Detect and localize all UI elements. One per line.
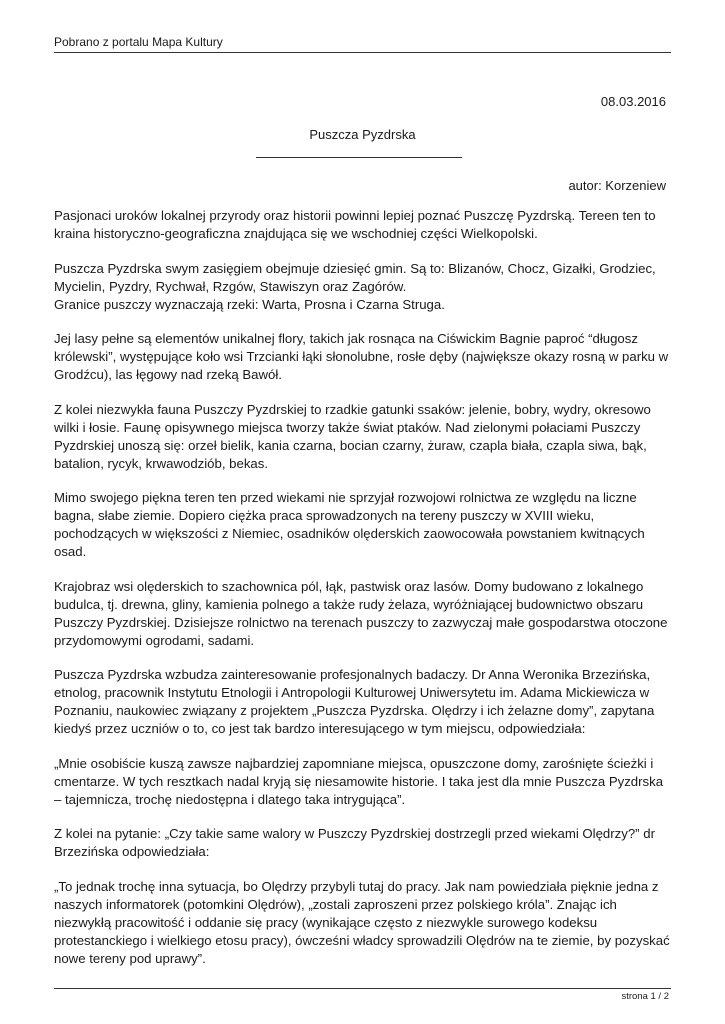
author-line: autor: Korzeniew (568, 178, 666, 193)
portal-source-header: Pobrano z portalu Mapa Kultury (54, 35, 223, 49)
document-date: 08.03.2016 (600, 94, 666, 109)
quote-paragraph: „Mnie osobiście kuszą zawsze najbardziej zapomniane miejsca, opuszczone domy, zarośnięte ścieżki i cmentarze. W tych resztkach nadal kryją się niesamowite historie. I taka jest dla mnie Puszcza Pyzdrska – tajemnicza, trochę niedostępna i dlatego taka intrygująca”. (54, 755, 664, 807)
paragraph: Z kolei niezwykła fauna Puszczy Pyzdrskiej to rzadkie gatunki ssaków: jelenie, bobry, wydry, okresowo wilki i łosie. Faunę opisywnego miejsca tworzy także świat ptaków. Nad zielonymi połaciami Puszczy Pyzdrskiej unoszą się: orzeł bielik, kania czarna, bocian czarny, żuraw, czapla biała, czapla siwa, bąk, batalion, rycyk, krwawodziób, bekas. (54, 401, 651, 471)
header-divider (54, 52, 671, 53)
paragraph: Z kolei na pytanie: „Czy takie same walory w Puszczy Pyzdrskiej dostrzegli przed wiekami Olędrzy?” dr Brzezińska odpowiedziała: (54, 826, 655, 859)
article-body (54, 207, 674, 984)
page-title: Puszcza Pyzdrska (309, 127, 416, 142)
paragraph: Pasjonaci uroków lokalnej przyrody oraz historii powinni lepiej poznać Puszczę Pyzdrską. Tereen ten to kraina historyczno-geograficzna znajdująca się we wschodniej części Wielkopolski. (54, 208, 656, 241)
quote-paragraph: „To jednak trochę inna sytuacja, bo Olędrzy przybyli tutaj do pracy. Jak nam powiedziała pięknie jedna z naszych informatorek (potomkini Olędrów), „zostali zaproszeni przez polskiego króla”. Znając ich niezwykłą pracowitość i oddanie się pracy (wynikające często z niezwykle surowego kodeksu protestanckiego i wielkiego etosu pracy), ówcześni władcy sprowadzili Olędrów na te ziemie, by pozyskać nowe tereny pod uprawy”. (54, 878, 670, 966)
paragraph: Puszcza Pyzdrska wzbudza zainteresowanie profesjonalnych badaczy. Dr Anna Weronika Brzezińska, etnolog, pracownik Instytutu Etnologii i Antropologii Kulturowej Uniwersytetu im. Adama Mickiewicza w Poznaniu, naukowiec związany z projektem „Puszcza Pyzdrska. Olędrzy i ich żelazne domy”, zapytana kiedyś przez uczniów o to, co jest tak bardzo interesującego w tym miejscu, odpowiedziała: (54, 667, 655, 736)
paragraph: Jej lasy pełne są elementów unikalnej flory, takich jak rosnąca na Ciświckim Bagnie paproć “długosz królewski”, występujące koło wsi Trzcianki łąki słonolubne, rosłe dęby (największe okazy rosną w parku w Grodźcu), las łęgowy nad rzeką Bawół. (54, 331, 669, 382)
footer-divider (54, 988, 671, 989)
paragraph: Krajobraz wsi olęderskich to szachownica pól, łąk, pastwisk oraz lasów. Domy budowano z lokalnego budulca, tj. drewna, gliny, kamienia polnego a także rudy żelaza, wyróżniającej budownictwo obszaru Puszczy Pyzdrskiej. Dzisiejsze rolnictwo na terenach puszczy to zazwyczaj małe gospodarstwa otoczone przydomowymi ogrodami, sadami. (54, 578, 668, 648)
page-number: strona 1 / 2 (621, 991, 669, 1002)
paragraph: Puszcza Pyzdrska swym zasięgiem obejmuje dziesięć gmin. Są to: Blizanów, Chocz, Gizałki, Grodziec, Mycielin, Pyzdry, Rychwał, Rzgów, Stawiszyn oraz Zagórów. Granice puszczy wyznaczają rzeki: Warta, Prosna i Czarna Struga. (54, 260, 656, 312)
paragraph: Mimo swojego piękna teren ten przed wiekami nie sprzyjał rozwojowi rolnictwa ze względu na liczne bagna, słabe ziemie. Dopiero ciężka praca sprowadzonych na tereny puszczy w XVIII wieku, pochodzących w większości z Niemiec, osadników olęderskich zaowocowała powstaniem kwitnących osad. (54, 490, 645, 559)
title-underline (256, 157, 462, 158)
